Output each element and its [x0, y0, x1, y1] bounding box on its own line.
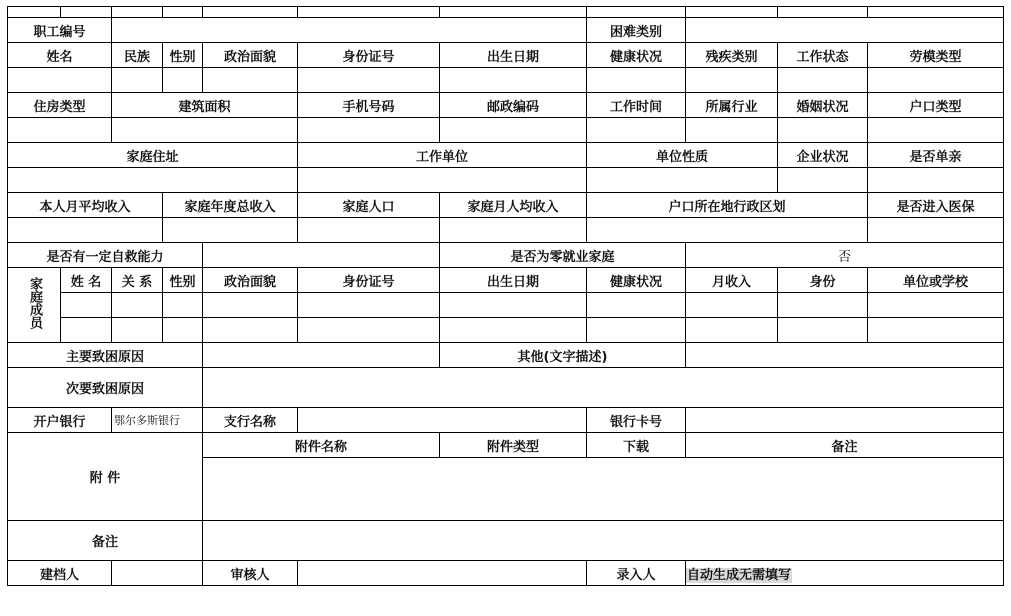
cell[interactable] [163, 7, 203, 18]
main-cause-value[interactable] [203, 343, 440, 368]
floor-area-value[interactable] [112, 118, 298, 143]
reviewer-value[interactable] [298, 561, 587, 586]
family-id-header: 身份证号 [298, 268, 440, 293]
download-header: 下载 [587, 433, 686, 458]
family-birth-header: 出生日期 [440, 268, 587, 293]
cell[interactable] [440, 318, 587, 343]
work-status-header: 工作状态 [778, 43, 868, 68]
family-member-row [8, 318, 1004, 343]
cell[interactable] [203, 7, 298, 18]
bank-value[interactable]: 鄂尔多斯银行 [112, 408, 203, 433]
cell[interactable] [778, 293, 868, 318]
bank-label: 开户银行 [8, 408, 112, 433]
attachment-type-header: 附件类型 [440, 433, 587, 458]
cell[interactable] [61, 293, 112, 318]
hukou-region-value[interactable] [587, 218, 868, 243]
medical-insurance-header: 是否进入医保 [868, 193, 1004, 218]
family-name-header: 姓 名 [61, 268, 112, 293]
cell[interactable] [112, 7, 163, 18]
ethnicity-value[interactable] [112, 68, 163, 93]
family-identity-header: 身份 [778, 268, 868, 293]
hukou-type-value[interactable] [868, 118, 1004, 143]
entry-value [686, 561, 1004, 586]
archiver-value[interactable] [112, 561, 203, 586]
remark-row [8, 521, 1004, 561]
top-spacer-row [8, 7, 1004, 18]
mobile-header: 手机号码 [298, 93, 440, 118]
political-status-value[interactable] [203, 68, 298, 93]
cell[interactable] [868, 293, 1004, 318]
reviewer-label: 审核人 [203, 561, 298, 586]
auto-generated-note: 自动生成无需填写 [687, 567, 792, 583]
family-income-header: 月收入 [686, 268, 778, 293]
other-desc-label: 其他(文字描述) [440, 343, 686, 368]
enterprise-status-value[interactable] [778, 168, 868, 193]
family-annual-income-value[interactable] [163, 218, 298, 243]
attachment-label: 附 件 [8, 433, 203, 521]
branch-value[interactable] [298, 408, 587, 433]
floor-area-header: 建筑面积 [112, 93, 298, 118]
cell[interactable] [587, 318, 686, 343]
entry-label: 录入人 [587, 561, 686, 586]
postcode-value[interactable] [440, 118, 587, 143]
mobile-value[interactable] [298, 118, 440, 143]
secondary-cause-label: 次要致困原因 [8, 368, 203, 408]
monthly-income-value[interactable] [8, 218, 163, 243]
cell[interactable] [587, 293, 686, 318]
cell[interactable] [868, 318, 1004, 343]
cell[interactable] [298, 318, 440, 343]
work-status-value[interactable] [778, 68, 868, 93]
birth-date-value[interactable] [440, 68, 587, 93]
cell[interactable] [61, 7, 112, 18]
address-value-row [8, 168, 1004, 193]
cell[interactable] [163, 293, 203, 318]
hardship-staff-form [7, 6, 1003, 612]
income-value-row [8, 218, 1004, 243]
name-header: 姓名 [8, 43, 112, 68]
cell[interactable] [868, 7, 1004, 18]
card-value[interactable] [686, 408, 1004, 433]
footer-row [8, 561, 1004, 586]
family-health-header: 健康状况 [587, 268, 686, 293]
enterprise-status-header: 企业状况 [778, 143, 868, 168]
single-parent-header: 是否单亲 [868, 143, 1004, 168]
cell[interactable] [112, 293, 163, 318]
cell[interactable] [298, 293, 440, 318]
form-table [7, 6, 1004, 586]
work-time-header: 工作时间 [587, 93, 686, 118]
cell[interactable] [686, 7, 778, 18]
monthly-income-header: 本人月平均收入 [8, 193, 163, 218]
cell[interactable] [112, 318, 163, 343]
cell[interactable] [778, 318, 868, 343]
zero-employment-value[interactable]: 否 [686, 243, 1004, 268]
card-label: 银行卡号 [587, 408, 686, 433]
family-relation-header: 关 系 [112, 268, 163, 293]
disability-type-value[interactable] [686, 68, 778, 93]
self-rescue-row [8, 243, 1004, 268]
attachment-list[interactable] [203, 458, 1004, 521]
archiver-label: 建档人 [8, 561, 112, 586]
cell[interactable] [440, 293, 587, 318]
family-political-header: 政治面貌 [203, 268, 298, 293]
remark-value[interactable] [203, 521, 1004, 561]
hardship-type-label: 困难类别 [587, 18, 686, 43]
remark-label: 备注 [8, 521, 203, 561]
attachment-name-header: 附件名称 [203, 433, 440, 458]
industry-header: 所属行业 [686, 93, 778, 118]
self-rescue-value[interactable] [203, 243, 440, 268]
cell[interactable] [203, 293, 298, 318]
family-size-header: 家庭人口 [298, 193, 440, 218]
housing-header-row [8, 93, 1004, 118]
hardship-type-value[interactable] [686, 18, 1004, 43]
income-header-row [8, 193, 1004, 218]
staff-no-label: 职工编号 [8, 18, 112, 43]
cell[interactable] [8, 7, 61, 18]
marital-status-value[interactable] [778, 118, 868, 143]
disability-type-header: 残疾类别 [686, 43, 778, 68]
self-rescue-label: 是否有一定自救能力 [8, 243, 203, 268]
gender-value[interactable] [163, 68, 203, 93]
employer-value[interactable] [298, 168, 587, 193]
health-status-header: 健康状况 [587, 43, 686, 68]
secondary-cause-row [8, 368, 1004, 408]
other-desc-value[interactable] [686, 343, 1004, 368]
family-annual-income-header: 家庭年度总收入 [163, 193, 298, 218]
id-number-header: 身份证号 [298, 43, 440, 68]
address-header-row [8, 143, 1004, 168]
ethnicity-header: 民族 [112, 43, 163, 68]
attachment-header-row [8, 433, 1004, 458]
family-member-row [8, 293, 1004, 318]
cell[interactable] [440, 7, 587, 18]
medical-insurance-value[interactable] [868, 218, 1004, 243]
family-members-title: 家庭成员 [27, 277, 42, 329]
political-status-header: 政治面貌 [203, 43, 298, 68]
branch-label: 支行名称 [203, 408, 298, 433]
single-parent-value[interactable] [868, 168, 1004, 193]
industry-value[interactable] [686, 118, 778, 143]
home-address-value[interactable] [8, 168, 298, 193]
bank-row [8, 408, 1004, 433]
housing-value-row [8, 118, 1004, 143]
model-worker-header: 劳模类型 [868, 43, 1004, 68]
family-header-row [8, 268, 1004, 293]
housing-type-value[interactable] [8, 118, 112, 143]
employer-nature-value[interactable] [587, 168, 778, 193]
postcode-header: 邮政编码 [440, 93, 587, 118]
birth-date-header: 出生日期 [440, 43, 587, 68]
employer-nature-header: 单位性质 [587, 143, 778, 168]
basic-info-header-row [8, 43, 1004, 68]
hukou-region-header: 户口所在地行政区划 [587, 193, 868, 218]
main-cause-label: 主要致困原因 [8, 343, 203, 368]
attachment-remark-header: 备注 [686, 433, 1004, 458]
cell[interactable] [778, 7, 868, 18]
name-value[interactable] [8, 68, 112, 93]
secondary-cause-value[interactable] [203, 368, 1004, 408]
zero-employment-label: 是否为零就业家庭 [440, 243, 686, 268]
cell[interactable] [686, 318, 778, 343]
cell[interactable] [203, 318, 298, 343]
hukou-type-header: 户口类型 [868, 93, 1004, 118]
per-capita-income-header: 家庭月人均收入 [440, 193, 587, 218]
cell[interactable] [61, 318, 112, 343]
per-capita-income-value[interactable] [440, 218, 587, 243]
housing-type-header: 住房类型 [8, 93, 112, 118]
basic-info-value-row [8, 68, 1004, 93]
family-members-label [8, 268, 61, 343]
cell[interactable] [686, 293, 778, 318]
model-worker-value[interactable] [868, 68, 1004, 93]
work-time-value[interactable] [587, 118, 686, 143]
marital-status-header: 婚姻状况 [778, 93, 868, 118]
cell[interactable] [587, 7, 686, 18]
family-size-value[interactable] [298, 218, 440, 243]
health-status-value[interactable] [587, 68, 686, 93]
cell[interactable] [163, 318, 203, 343]
id-number-value[interactable] [298, 68, 440, 93]
cell[interactable] [298, 7, 440, 18]
family-school-header: 单位或学校 [868, 268, 1004, 293]
staff-no-value[interactable] [112, 18, 587, 43]
employer-header: 工作单位 [298, 143, 587, 168]
gender-header: 性别 [163, 43, 203, 68]
family-gender-header: 性别 [163, 268, 203, 293]
main-cause-row [8, 343, 1004, 368]
home-address-header: 家庭住址 [8, 143, 298, 168]
